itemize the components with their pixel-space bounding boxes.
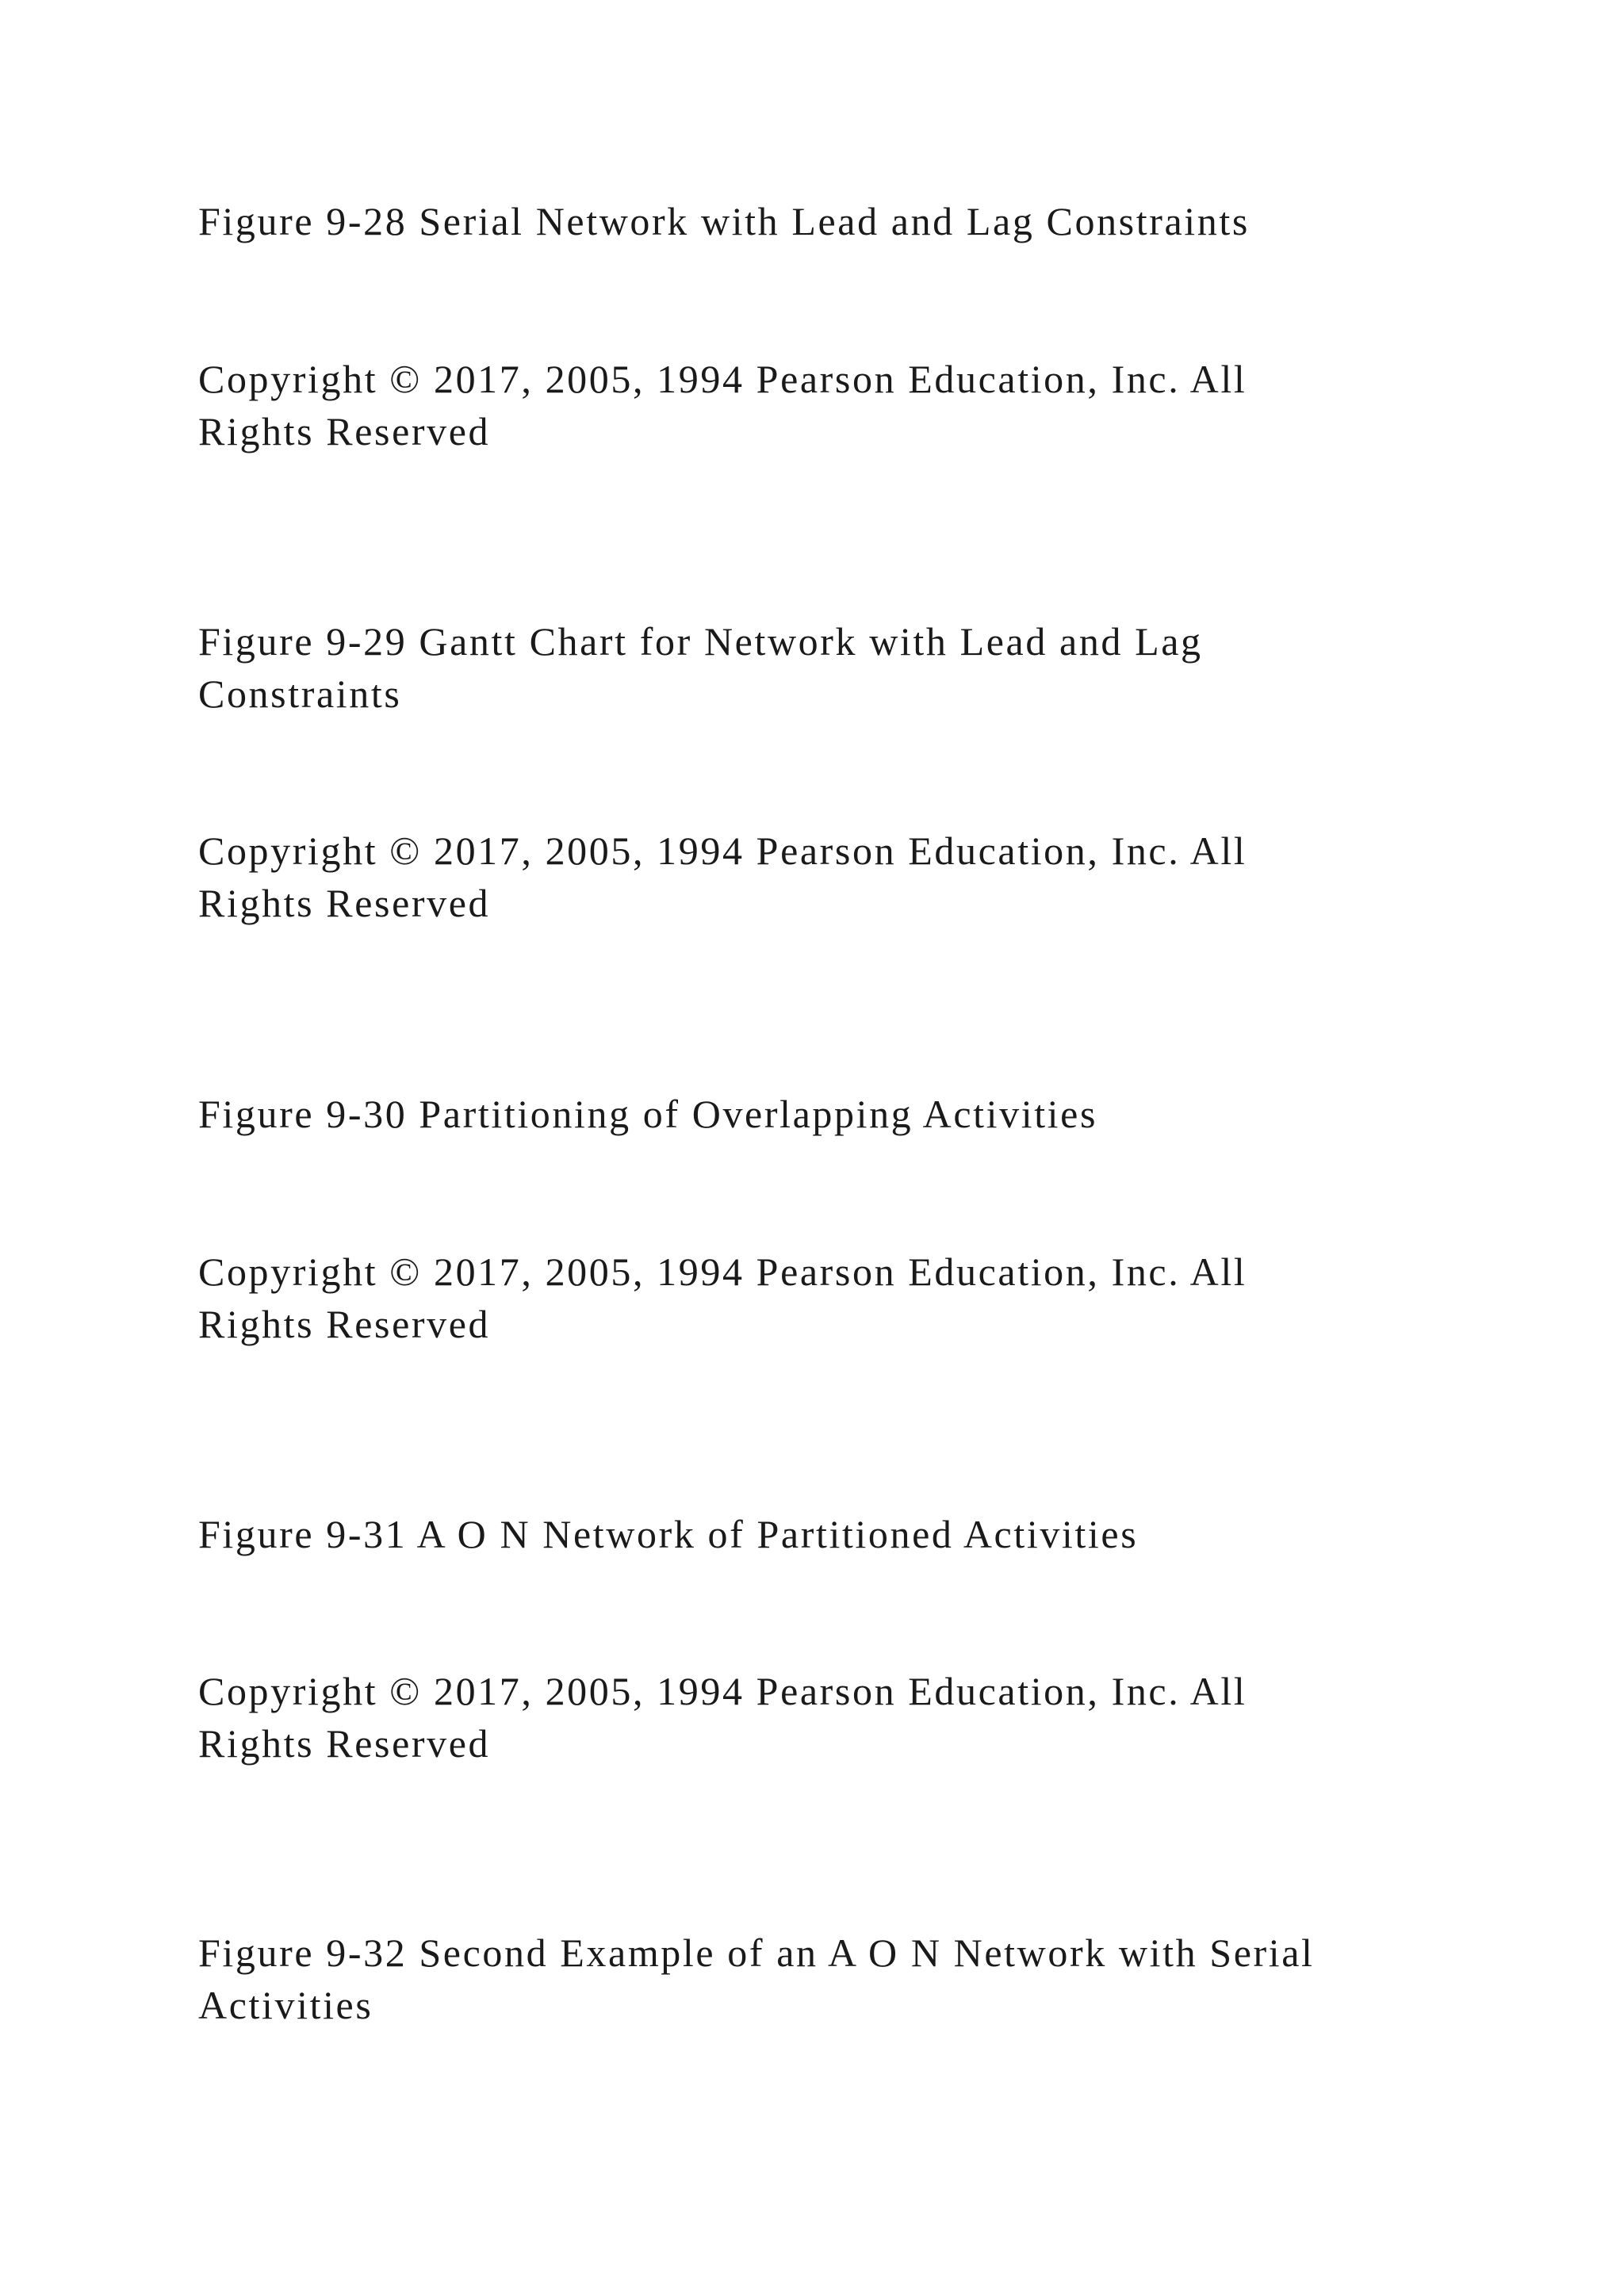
copyright-line: Rights Reserved (198, 1721, 491, 1766)
caption-line: Figure 9-30 Partitioning of Overlapping Activities (198, 1092, 1098, 1136)
copyright-line: Rights Reserved (198, 409, 491, 453)
caption-line: Figure 9-28 Serial Network with Lead and Lag Constraints (198, 199, 1250, 243)
copyright-line: Copyright © 2017, 2005, 1994 Pearson Education, Inc. All (198, 1669, 1247, 1713)
copyright-line: Copyright © 2017, 2005, 1994 Pearson Education, Inc. All (198, 828, 1247, 873)
caption-line: Activities (198, 1983, 373, 2027)
caption-line: Figure 9-29 Gantt Chart for Network with Lead and Lag (198, 619, 1203, 664)
copyright-line: Rights Reserved (198, 1302, 491, 1346)
copyright-line: Rights Reserved (198, 881, 491, 925)
caption-line: Figure 9-32 Second Example of an A O N Network with Serial (198, 1931, 1315, 1975)
caption-line: Figure 9-31 A O N Network of Partitioned Activities (198, 1512, 1139, 1556)
caption-line: Constraints (198, 672, 402, 716)
copyright-line: Copyright © 2017, 2005, 1994 Pearson Education, Inc. All (198, 357, 1247, 401)
copyright-line: Copyright © 2017, 2005, 1994 Pearson Education, Inc. All (198, 1249, 1247, 1294)
